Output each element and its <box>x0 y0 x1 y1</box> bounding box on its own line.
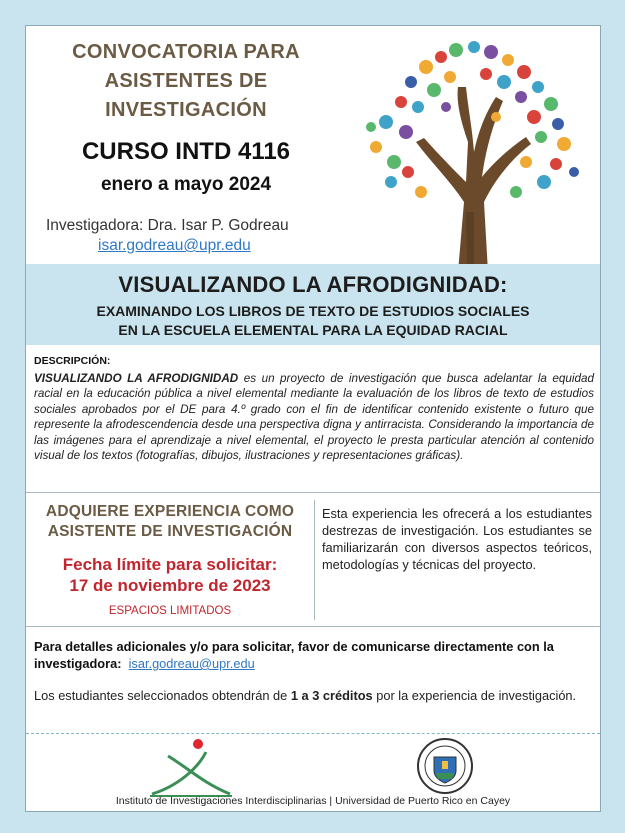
investigator-email-link[interactable]: isar.godreau@upr.edu <box>98 237 251 254</box>
experience-heading-line: ADQUIERE EXPERIENCIA COMO <box>45 503 295 520</box>
credits-note <box>34 687 594 704</box>
description-section <box>34 355 594 463</box>
credits-after: por la experiencia de investigación. <box>372 688 577 703</box>
project-subtitle <box>26 302 600 340</box>
course-dates: enero a mayo 2024 <box>100 174 272 195</box>
call-title <box>36 38 336 125</box>
description-lead: VISUALIZANDO LA AFRODIGNIDAD <box>34 372 239 385</box>
deadline-label: Fecha límite para solicitar: <box>62 555 278 574</box>
deadline-date: 17 de noviembre de 2023 <box>69 576 271 595</box>
credits-amount: 1 a 3 créditos <box>290 688 373 703</box>
tree-trunk <box>416 87 531 272</box>
upr-cayey-seal-icon <box>416 737 474 795</box>
experience-benefit-text: Esta experiencia les ofrecerá a los estudiantes destrezas de investigación. Los estudiantes se familiarizarán con diversos aspectos teóricos, metodologías y técnicas del proyecto. <box>322 506 592 572</box>
project-subtitle-line: EXAMINANDO LOS LIBROS DE TEXTO DE ESTUDIOS SOCIALES <box>96 303 530 319</box>
footer-divider <box>26 733 600 734</box>
call-title-line: CONVOCATORIA PARA <box>72 41 300 63</box>
description-body: es un proyecto de investigación que busca adelantar la equidad racial en la educación pública a nivel elemental mediante la evaluación de los libros de texto de estudios sociales aprobados por el DE para 4.º grado con el fin de identificar contenido existente o futuro que represente la afrodescendencia desde una perspectiva digna y antirracista. Considerando la importancia de las imágenes para el aprendizaje a nivel elemental, el proyecto le presta particular atención al contenido visual de los textos (fotografías, dibujos, ilustraciones y representaciones gráficas). <box>34 372 594 463</box>
experience-callout <box>26 496 314 624</box>
column-divider <box>314 500 315 620</box>
course-code: CURSO INTD 4116 <box>81 138 291 165</box>
project-subtitle-line: EN LA ESCUELA ELEMENTAL PARA LA EQUIDAD RACIAL <box>118 322 508 338</box>
tree-of-hands-icon <box>346 32 596 272</box>
investigator-line: Investigadora: Dra. Isar P. Godreau <box>46 217 289 234</box>
description-label: DESCRIPCIÓN: <box>34 355 111 367</box>
project-title: VISUALIZANDO LA AFRODIGNIDAD: <box>118 272 508 297</box>
deadline <box>26 554 314 596</box>
contact-section <box>34 638 594 672</box>
section-divider <box>26 492 600 493</box>
flyer-card <box>25 25 601 812</box>
iii-logo-icon <box>148 738 234 798</box>
header-left <box>26 26 344 266</box>
project-banner <box>26 264 600 345</box>
call-title-line: ASISTENTES DE <box>104 70 268 92</box>
description-text <box>34 371 594 463</box>
experience-heading-line: ASISTENTE DE INVESTIGACIÓN <box>47 523 293 540</box>
call-title-line: INVESTIGACIÓN <box>105 99 267 121</box>
limited-spaces-note: ESPACIOS LIMITADOS <box>108 605 232 617</box>
contact-text: Para detalles adicionales y/o para solicitar, favor de comunicarse directamente con la investigadora: <box>34 639 554 671</box>
section-divider <box>26 626 600 627</box>
experience-heading <box>26 502 314 542</box>
credits-before: Los estudiantes seleccionados obtendrán de <box>34 688 291 703</box>
footer-institutions: Instituto de Investigaciones Interdisciplinarias | Universidad de Puerto Rico en Cayey <box>115 795 511 807</box>
contact-email-link[interactable]: isar.godreau@upr.edu <box>128 656 255 671</box>
